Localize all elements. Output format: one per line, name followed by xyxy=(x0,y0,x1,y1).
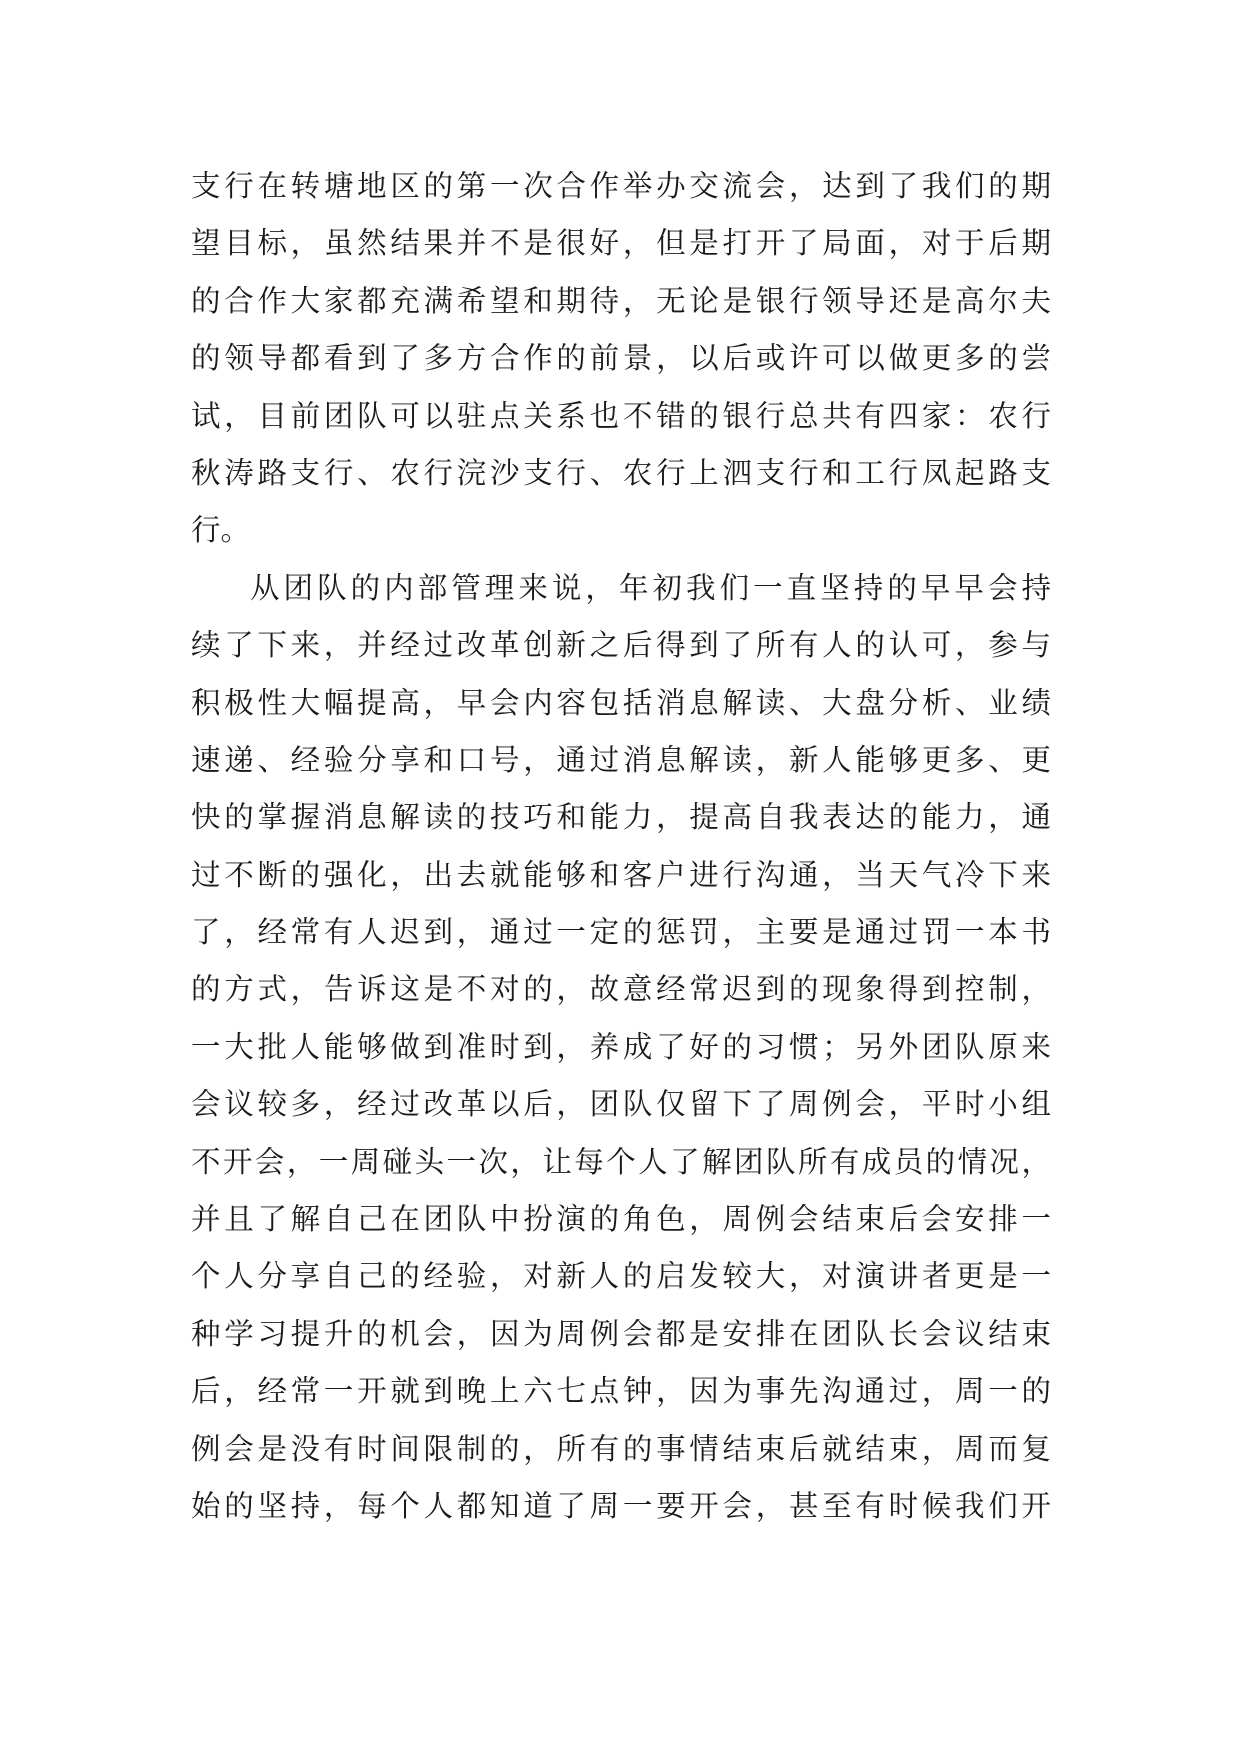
text-line: 的方式，告诉这是不对的，故意经常迟到的现象得到控制， xyxy=(191,972,1051,1007)
text-line: 始的坚持，每个人都知道了周一要开会，甚至有时候我们开 xyxy=(191,1488,1051,1523)
text-line: 望目标，虽然结果并不是很好，但是打开了局面，对于后期 xyxy=(191,226,1051,261)
text-line: 支行在转塘地区的第一次合作举办交流会，达到了我们的期 xyxy=(191,169,1051,203)
paragraph-2 xyxy=(191,560,1051,1536)
document-body xyxy=(191,158,1051,1535)
text-line: 过不断的强化，出去就能够和客户进行沟通，当天气冷下来 xyxy=(191,857,1051,892)
text-line: 续了下来，并经过改革创新之后得到了所有人的认可，参与 xyxy=(191,628,1051,663)
text-line: 不开会，一周碰头一次，让每个人了解团队所有成员的情况， xyxy=(191,1144,1051,1179)
text-line: 积极性大幅提高，早会内容包括消息解读、大盘分析、业绩 xyxy=(191,685,1051,720)
text-line: 从团队的内部管理来说，年初我们一直坚持的早早会持 xyxy=(250,570,1051,605)
text-line: 行。 xyxy=(191,513,251,548)
text-line: 种学习提升的机会，因为周例会都是安排在团队长会议结束 xyxy=(191,1316,1051,1351)
text-line: 个人分享自己的经验，对新人的启发较大，对演讲者更是一 xyxy=(191,1259,1051,1294)
text-line: 快的掌握消息解读的技巧和能力，提高自我表达的能力，通 xyxy=(191,800,1051,835)
text-line: 会议较多，经过改革以后，团队仅留下了周例会，平时小组 xyxy=(191,1087,1051,1122)
text-line: 速递、经验分享和口号，通过消息解读，新人能够更多、更 xyxy=(191,742,1051,777)
text-line: 后，经常一开就到晚上六七点钟，因为事先沟通过，周一的 xyxy=(191,1374,1051,1409)
text-line: 的领导都看到了多方合作的前景，以后或许可以做更多的尝 xyxy=(191,341,1051,376)
text-line: 了，经常有人迟到，通过一定的惩罚，主要是通过罚一本书 xyxy=(191,915,1051,950)
text-line: 一大批人能够做到准时到，养成了好的习惯；另外团队原来 xyxy=(191,1029,1051,1064)
text-line: 秋涛路支行、农行浣沙支行、农行上泗支行和工行凤起路支 xyxy=(191,455,1051,490)
paragraph-1 xyxy=(191,158,1051,560)
text-line: 的合作大家都充满希望和期待，无论是银行领导还是高尔夫 xyxy=(191,283,1051,318)
text-line: 例会是没有时间限制的，所有的事情结束后就结束，周而复 xyxy=(191,1431,1051,1466)
text-line: 并且了解自己在团队中扮演的角色，周例会结束后会安排一 xyxy=(191,1202,1051,1237)
text-line: 试，目前团队可以驻点关系也不错的银行总共有四家：农行 xyxy=(191,398,1051,433)
